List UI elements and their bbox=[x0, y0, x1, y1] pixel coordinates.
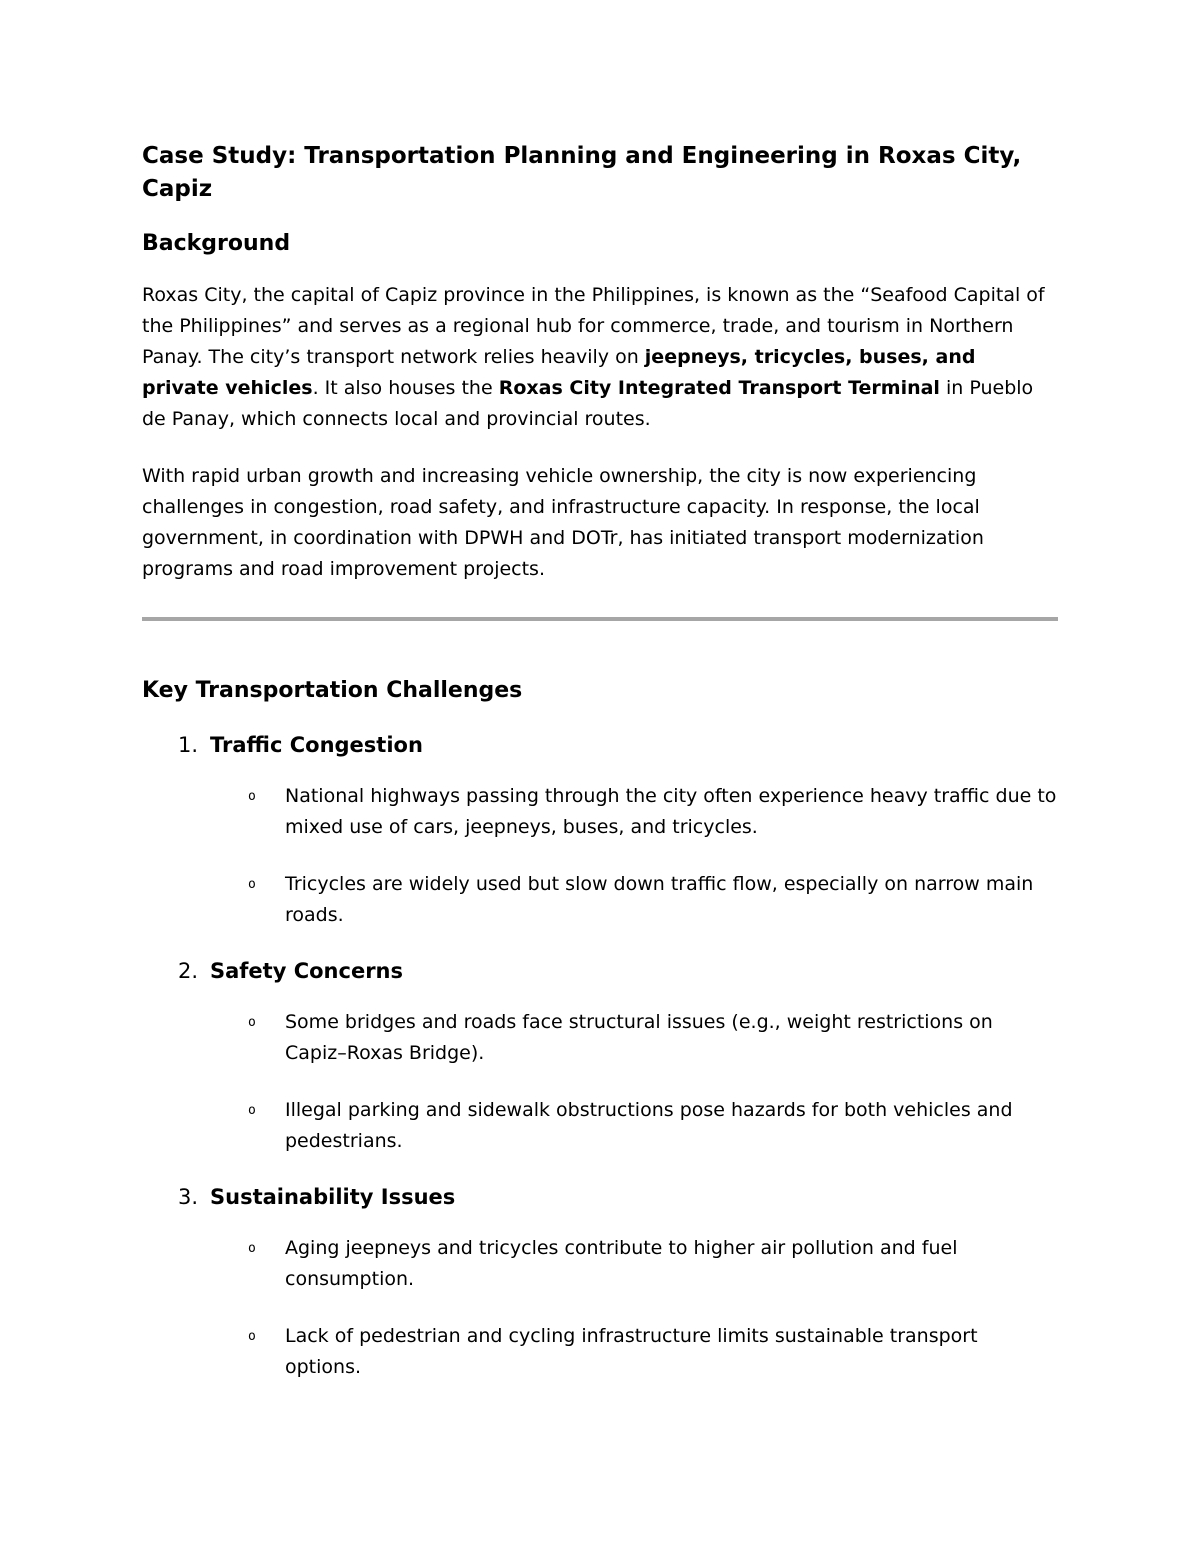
sub-bullet bbox=[248, 869, 1058, 931]
document-title: Case Study: Transportation Planning and Engineering in Roxas City, Capiz bbox=[142, 143, 1022, 202]
sub-bullet bbox=[248, 1007, 1058, 1069]
background-paragraph-1: Roxas City, the capital of Capiz province in the Philippines, is known as the “Seafood Capital of the Philippines” and serves as a regional hub for commerce, trade, and tourism in Northern Panay. The city’s transport network relies heavily on jeepneys, tricycles, buses, and private vehicles. It also houses the Roxas City Integrated Transport Terminal in Pueblo de Panay, which connects local and provincial routes. bbox=[142, 284, 1045, 430]
background-paragraph-2: With rapid urban growth and increasing vehicle ownership, the city is now experiencing challenges in congestion, road safety, and infrastructure capacity. In response, the local government, in coordination with DPWH and DOTr, has initiated transport modernization programs and road improvement projects. bbox=[142, 465, 984, 580]
list-number: 3. bbox=[178, 1185, 199, 1209]
bullet-text: Some bridges and roads face structural issues (e.g., weight restrictions on Capiz–Roxas Bridge). bbox=[285, 1011, 993, 1064]
bullet-text: Tricycles are widely used but slow down traffic flow, especially on narrow main roads. bbox=[285, 873, 1034, 926]
bullet-marker: o bbox=[248, 789, 256, 804]
challenge-title: Safety Concerns bbox=[210, 959, 403, 983]
sub-bullet bbox=[248, 1233, 1058, 1295]
sub-bullet bbox=[248, 781, 1058, 843]
horizontal-divider bbox=[142, 617, 1058, 621]
list-item-challenge-2 bbox=[178, 957, 1058, 985]
bullet-text: Illegal parking and sidewalk obstructions pose hazards for both vehicles and pedestrians. bbox=[285, 1099, 1013, 1152]
sub-bullet bbox=[248, 1095, 1058, 1157]
bullet-text: Aging jeepneys and tricycles contribute to higher air pollution and fuel consumption. bbox=[285, 1237, 958, 1290]
bullet-marker: o bbox=[248, 877, 256, 892]
section-heading-challenges: Key Transportation Challenges bbox=[142, 678, 523, 703]
bullet-marker: o bbox=[248, 1241, 256, 1256]
challenge-title: Traffic Congestion bbox=[210, 733, 423, 757]
list-item-challenge-3 bbox=[178, 1183, 1058, 1211]
bullet-text: Lack of pedestrian and cycling infrastructure limits sustainable transport options. bbox=[285, 1325, 978, 1378]
section-heading-background: Background bbox=[142, 231, 291, 256]
bullet-marker: o bbox=[248, 1103, 256, 1118]
challenge-title: Sustainability Issues bbox=[210, 1185, 456, 1209]
list-item-challenge-1 bbox=[178, 731, 1058, 759]
list-number: 1. bbox=[178, 733, 199, 757]
bullet-marker: o bbox=[248, 1329, 256, 1344]
bullet-marker: o bbox=[248, 1015, 256, 1030]
sub-bullet bbox=[248, 1321, 1058, 1383]
list-number: 2. bbox=[178, 959, 199, 983]
bullet-text: National highways passing through the city often experience heavy traffic due to mixed use of cars, jeepneys, buses, and tricycles. bbox=[285, 785, 1057, 838]
